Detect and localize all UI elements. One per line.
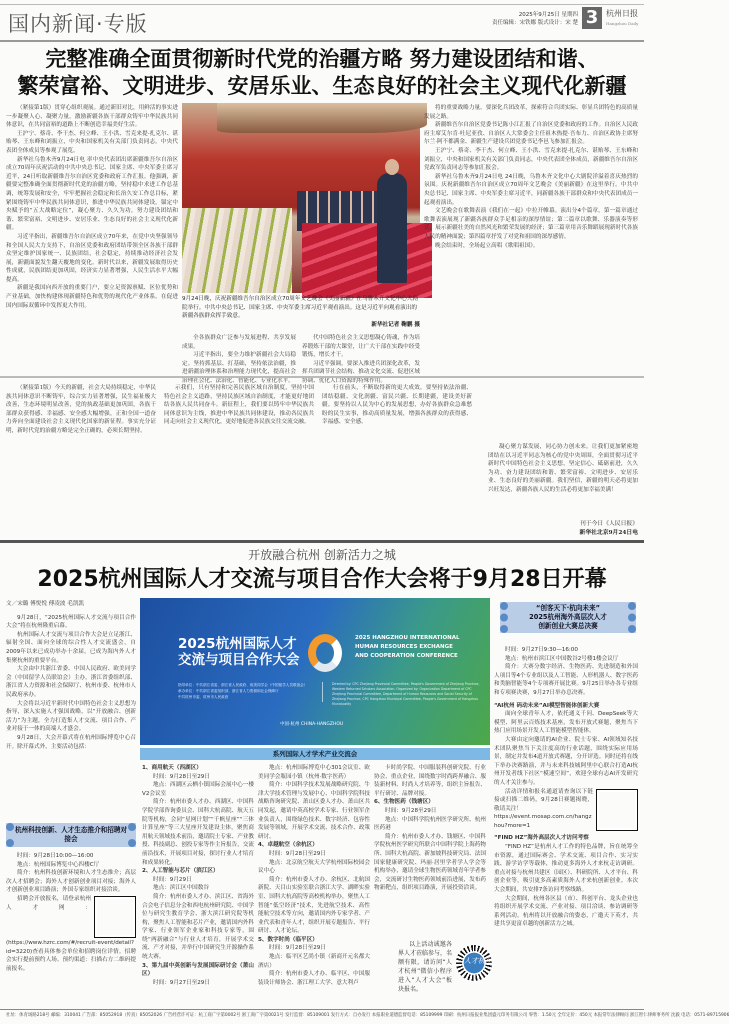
paragraph: （紧接第1版）今天的新疆，社会大局持续稳定，中华民族共同体意识不断铸牢，综合实力显著增强，民生福祉极大改善，生态环境明显改善，党的执政基础更加巩固，各族干部群众获得感、幸福感、安全感大幅增强，正和全国一道奋力奔向全面建设社会主义现代化国家的新征程。事实充分证明，新时代党的治疆方略是完全正确的，必须长期坚持。 — [6, 385, 156, 434]
mini-program-code[interactable] — [456, 945, 492, 981]
paragraph: 新疆维吾尔自治区党委书记陈小江汇报了自治区党委和政府的工作。自治区人民政府主席艾尔肯·吐尼亚孜、自治区人大常委会主任祖木热提·吾布力、自治区政协主席努尔兰·阿不都满金、新疆生产建设兵团党委书记李邑飞参加汇报会。 — [424, 122, 638, 146]
paragraph: 面向全球青年人才，依托通义千问、DeepSeek等大模型、阿里云百炼技术基座，发布开放式赛题，聚焦当下热门应用场景开发人工智能模型智能体。 — [494, 711, 638, 735]
ai-contest-title: “AI杭州 码动未来”AI模型智能体创新大赛 — [494, 702, 600, 709]
top-rule — [0, 4, 644, 5]
banner-host: 中共杭州市委、杭州市人民政府 — [178, 695, 229, 699]
location: 地点：杭州国际博览中心四楼C厅 — [17, 861, 100, 868]
event-time: 时间：9月28日至29日 — [153, 773, 210, 780]
paragraph: 新华社乌鲁木齐9月24日电 24日晚，乌鲁木齐文化中心大剧院洋溢着喜庆热烈的氛围。庆祝新疆维吾尔自治区成立70周年文艺晚会《美丽新疆》在这里举行。中共中央总书记、国家主席、中央军委主席习近平，同新疆各族干部群众和中央代表团成员一起观看演出。 — [424, 173, 638, 206]
banner-title: 交流与项目合作大会 — [178, 652, 300, 668]
registration-info: 招聘会开放报名，请登录杭州人才网：(https://www.hzrc.com/#/recruit-event/detail?id=3220)查看具体参会单位和招聘岗位详情。招聘会实行提前预约人场。预约渠道：扫描右方二维码提前报名。 — [6, 895, 136, 972]
section-divider-thick — [0, 540, 644, 543]
header-rule — [0, 40, 644, 42]
description: 简介：大赛分数字经济、生物医药、先进制造和外国人项目等4个专业组以及人工智能、人形机器人、数字医药和类脑智能等4个专项赛开展比赛。9月25日举办各专业组和专项赛决赛，9月27日举办总决赛。 — [494, 664, 638, 696]
registration-note — [398, 940, 452, 1004]
page-number: 3 — [582, 7, 602, 29]
schedule-col3 — [374, 764, 486, 936]
event-location: 地点：中国科学院杭州医学研究所、杭州医药港 — [374, 816, 486, 832]
event-title: 6、生物医药（钱塘区） — [374, 799, 434, 806]
talent-subtitle: 开放融合杭州 创新活力之城 — [248, 548, 396, 562]
conference-banner — [140, 598, 490, 745]
footer-info: 社址：体育场路218号 邮编：310041 广告部：85052918（传真）85052026 广告经营许可证：杭工商广字第0002号 浙工商广字第0021号 发行监督：85109001 发行方式：自办发行 本报职业道德监督电话：85109999 印刷：杭州日报报业集团盛元印务有限公司 零售：1.50元 全年定价：450元 本报常年法律顾问 浙江智仁律师事务所 沈毅 电话：0571-89715906 — [6, 1013, 729, 1018]
contest-title: “创客天下·杭向未来” — [536, 604, 600, 612]
event-description: 简介：杭州市委人才办、滨江区、省海外合会电子信息分会和西电杭州研究院、中国学位与研究生教育学会、浙大滨江研究院等机构，聚焦人工智能和芯片产业，邀请国内外科学家、行业领军企业家和科技专家等，围绕“两新融合”与行业人才培育，开展学术交流、产才对接，并举行中国研究生开源操作系统大赛。 — [142, 893, 254, 961]
paragraph: 活动详情和报名通道请查询以下链接或扫描二维码，9月28日赛题揭晓，敬请关注！ — [494, 788, 593, 812]
newspaper-logo — [606, 9, 638, 29]
talent-right-column — [494, 646, 638, 1006]
event-time: 时间：9月29日 — [153, 876, 192, 883]
commentary-source — [580, 520, 638, 538]
commentary-col2 — [164, 384, 314, 534]
paragraph: 代中国特色社会主义思想凝心铸魂，作为培养锻炼干部的大课堂，让广大干部在实践中经受锻炼，增长才干。 — [302, 335, 420, 359]
paragraph: 9月28日，“2025杭州国际人才交流与项目合作大会”将在杭州隆重启幕。 — [6, 614, 136, 630]
event-description: 简介：杭州市委人才办、西湖区、中国科学院学部咨询委员会、国科大杭高院、航天五院等机构，会同“星网计划”“千帆星座”“三体计算星座”等三大星座开发建设主体，聚焦商用航天领域技术前沿，邀请院士专家、产业教授、科技副总、创投专家等作主旨报告，交流前沿技术，开展项目对接，探讨行业人才培育和成果转化。 — [142, 799, 254, 866]
banner-host: 承办单位：中共浙江省委组织部、浙江省人力资源和社会保障厅 — [178, 689, 279, 693]
paragraph: 大会由中共浙江省委、中国人民政府、欧美同学会（中国留学人员联谊会）主办，浙江省委组织部、浙江省人力资源和社会保障厅、杭州市委、杭州市人民政府承办。 — [6, 666, 136, 698]
section-title: 国内新闻·专版 — [8, 12, 148, 36]
issue-meta — [492, 11, 578, 27]
source-line: 刊于今日《人民日报》 — [580, 521, 638, 527]
article-middle-column-b — [302, 334, 420, 384]
news-photo — [182, 103, 420, 293]
description: 简介：杭州科技创新环境和人才生态推介；高层次人才招聘会；海外人才创新创业项目对接；海外人才创新创业项目路演；外国专家组织对接洽谈。 — [6, 870, 136, 894]
commentary-col3 — [322, 384, 472, 534]
link[interactable]: https://event.mosap.com.cn/hangzhou?more=1 — [494, 814, 592, 829]
dateline: 新华社北京9月24日电 — [579, 530, 638, 536]
logo-text: 杭州日报 — [606, 9, 638, 18]
paragraph: 大会将以习近平新时代中国特色社会主义思想为指导，深入实施人才强国战略，以“开放融合、创新活力”为主题，全力打造集人才交流、项目合作、产业对接于一体的高端人才盛会。 — [6, 700, 136, 733]
event-time: 时间：9月28日至29日 — [269, 850, 326, 857]
article-left-column — [6, 104, 178, 370]
paragraph: 示我们，只有坚持和完善民族区域自治制度，坚持中国特色社会主义道路，坚持民族区域自治制度，才能更好地团结各族人民共同奋斗。新征程上，我们要以铸牢中华民族共同体意识为主线，推进中华民族共同体建设，推动各民族共同走向社会主义现代化，更好地促进各民族交往交流交融。 — [164, 385, 314, 426]
paragraph: 习近平指出，新疆维吾尔自治区成立70年来，在党中央坚强领导和全国人民大力支持下，自治区党委和政府团结带领全区各族干部群众坚定维护国家统一、民族团结，社会稳定，持续推动经济社会发展，新疆面貌发生翻天覆地的变化。新时代以来，新疆发展取得历史性成就，民族团结更加巩固，经济实力显著增强，人民生活水平大幅提高。 — [6, 233, 178, 283]
time: 时间：9月27日9:30—16:00 — [505, 647, 578, 653]
event-title: 4、卓越航空（余杭区） — [258, 842, 318, 849]
paragraph: 9月28日，大会开幕式将在杭州国际博览中心召开。除开幕式外，主要活动包括： — [6, 734, 136, 750]
paragraph: 习近平指出，要全力维护新疆社会大局稳定。坚持抓基层、打基础，坚持依法治疆，推进新疆治理体系和治理能力现代化，提高社会治理社会化、法治化、智能化、专业化水平。 — [182, 352, 296, 384]
schedule-header: 系列国际人才学术产业交流会 — [140, 748, 490, 760]
recruitment-details — [6, 852, 136, 1006]
event-time: 时间：9月27日至29日 — [153, 979, 210, 986]
paragraph: （紧接第1版）贯穿心组织观展。通过新旧对比，用鲜活的事实进一步凝聚人心、凝聚力量，激励新疆各族干部群众铸牢中华民族共同体意识，在共同富裕的道路上不断创造幸福美好生活。 — [6, 105, 178, 129]
commentary-col1 — [6, 384, 156, 534]
event-title: 5、数字时尚（临平区） — [258, 936, 318, 943]
find-hz-title: “FIND HZ”海外高层次人才访问考察 — [494, 835, 589, 842]
headline-line1: 完整准确全面贯彻新时代党的治疆方略 努力建设团结和谐、 — [45, 47, 599, 71]
footer-rule — [0, 1009, 644, 1010]
section-divider — [0, 376, 644, 378]
talent-intro — [6, 600, 136, 780]
contest-title: 创新创业大赛总决赛 — [538, 622, 598, 630]
time: 时间：9月28日10:00—16:00 — [17, 853, 94, 859]
event-description: 简介：杭州市委人才办、钱塘区、中国科学院杭州医学研究所联合中国科学院上海药物所、国科大杭高院、新加坡科技研究局、法国国家健康研究院、玛丽·居里学者学人学会等机构举办，邀请全球生物医药领域青年学者参会，交流研讨生物医药领域前沿进展，发布药物新靶点，组织项目路演，开展投资洽谈。 — [374, 833, 486, 892]
banner-city: 中国·杭州 CHINA·HANGZHOU — [280, 722, 344, 727]
paragraph: 凝心聚力谋发展，同心协力创未来。让我们更加紧密地团结在以习近平同志为核心的党中央周围，全面贯彻习近平新时代中国特色社会主义思想，坚定信心、砥砺前进，久久为功、奋力建设团结和谐、繁荣富裕、文明进步、安居乐业、生态良好的美丽新疆。我们坚信，新疆的明天必将更加兴旺发达，新疆各族人民的生活必将更加幸福美满！ — [488, 444, 638, 493]
paragraph: “FIND HZ”是杭州人才工作的特色品牌，旨在统筹全市资源，通过国际赛会、学术交流、项目合作、实习实践、游学访学等载体，推动更多海外人才来杭走访调研。重点对接与杭州共建区（园区）、科研院所、人才平台、科创企业等，吸引更多高素质海外人才来杭创新创业。本次大会期间，共安排7条访问考察线路。 — [494, 844, 638, 894]
event-description: 简介：杭州市委人才办、临平区、中国服装设计师协会、浙江理工大学、意大利卢 — [258, 971, 370, 986]
paragraph: 王沪宁、蔡奇、李干杰、何立峰、王小洪、雪克来提·扎克尔、谌贻琴、王东峰和刘振立，中央和国家机关有关部门负责同志，中央代表团全体成员，新疆维吾尔自治区党政军负责同志等参加汇报会。 — [424, 147, 638, 172]
mini-program-label: 人才杭州 — [464, 957, 492, 965]
event-location: 地点：北京航空航天大学杭州国际校园会议中心 — [258, 859, 370, 875]
caption-text: 9月24日晚，庆祝新疆维吾尔自治区成立70周年文艺晚会《美丽新疆》在乌鲁木齐文化中心大剧院举行。中共中央总书记、国家主席、中央军委主席习近平观看演出。这是习近平向观看演出的新疆各族群众挥手致意。 — [182, 296, 418, 319]
schedule-col2 — [258, 764, 370, 1004]
event-description: 简介：杭州市委人才办、余杭区、北航国新院、天目山实验室联合浙江大学、湖畔实验室、国科大杭高院等高校机构举办，聚焦人工智能“低空经济”技术，先进航空技术、高性能航空技术等方向，邀请国内外专家学者、产业代表和青年人才，组织开展专题报告、平行研讨、人才论坛。 — [258, 876, 370, 935]
paragraph: 大会期间，杭州各区县（市）、科创平台、龙头企业也将组织开展学术交流、产业对接、项目洽谈、参访调研等系列活动。杭州将以开放融合的姿态，广邀天下英才，共建共享更富卓越的创新活力之城。 — [494, 895, 638, 928]
paragraph: 习近平强调，要深入推进兵团深化改革，发挥兵团调节社会结构、推动文化交流、促进区域协调、优化人口资源的特殊作用。 — [302, 360, 420, 384]
banner-en: AND COOPERATION CONFERENCE — [355, 653, 458, 659]
event-location: 地点：西湖区云栖小镇国际会展中心一楼V2会议室 — [142, 782, 254, 797]
paragraph: 全各族群众广泛参与发展进程、共享发展成果。 — [182, 335, 296, 350]
logo-en: Hangzhou Daily — [606, 21, 639, 26]
event-title: 1、商用航天（西湖区） — [142, 765, 202, 771]
paragraph: 王沪宁、蔡奇、李干杰、何立峰、王小洪、雪克来提·扎克尔、谌贻琴、王东峰和刘振立，中央和国家机关有关部门负责同志，中央代表团全体成员等参观了展览。 — [6, 130, 178, 154]
event-description: 卡时尚学院、中国服装科创研究院、行业协会、重点企业，围绕数字时尚跨界融合、服装新材料、时尚人才培养等，组织主旨报告、平行研讨、品牌对接。 — [374, 765, 486, 797]
event-location: 地点：杭州国际博览中心301会议室、欧美同学会瓶园小镇（杭州·数字医药） — [258, 765, 370, 780]
banner-title: 2025杭州国际人才 — [178, 636, 297, 652]
photo-caption — [182, 295, 420, 329]
banner-en: HUMAN RESOURCES EXCHANGE — [355, 644, 453, 650]
article-middle-column-a — [182, 334, 296, 384]
contest-box-title — [500, 602, 636, 633]
paragraph: 新疆是我国向西开放的重要门户，要立足资源禀赋、区位优势和产业基础，加快构建体现新疆特色和优势的现代化产业体系，在促进国内国际双循环中发挥更大作用。 — [6, 285, 178, 309]
paragraph: 以上活动诚邀各界人才莅临参与，名额有限，请访问“人才杭州”微信小程序进入“人才大会”板块报名。 — [398, 941, 453, 993]
headline-line2: 繁荣富裕、文明进步、安居乐业、生态良好的社会主义现代化新疆 — [17, 74, 627, 98]
issue-date: 2025年9月25日 星期四 — [518, 12, 578, 18]
paragraph: 大赛由定向邀请的AI企业、院士专家、AI领域知名技术团队聚焦当下关注度高的行业话题，围绕实际应用场景，制定并发布4道开放式赛题，分开评选。同时还将在线下举办决赛路演，并与未来科技城阿里中心联合打造AI杭州开发者线下社区“模速空间”，欢迎全球有志AI开发研究的人才关注参与。 — [494, 736, 638, 786]
conference-logo-icon — [308, 634, 342, 672]
event-title: 2、人工智能与芯片（滨江区） — [142, 868, 219, 875]
event-time: 时间：9月28日至29日 — [269, 945, 326, 952]
paragraph: 行在前头，不断取得新的更大成效。要坚持依法治疆、团结稳疆、文化润疆、富民兴疆、长期建疆，建设美好新疆。要坚持以人民为中心的发展思想，办好各族群众急难愁盼的民生实事，推动高质量发展，增强各族群众的获得感、幸福感、安全感。 — [322, 385, 472, 426]
banner-host: 指导单位：中共浙江省委、浙江省人民政府、欧美同学会（中国留学人员联谊会） — [178, 683, 308, 687]
recruitment-box-title: 杭州科技创新、人才生态推介和招聘对接会 — [6, 823, 136, 847]
caption-credit: 新华社记者 鞠鹏 摄 — [371, 321, 420, 328]
paragraph: 将的重要战略力量。要深化兵团改革，探索符合兵团实际、彰显兵团特色的高质量发展之路。 — [424, 105, 638, 120]
editors: 责任编辑：宋铁娜 版式设计：宋 楚 — [492, 20, 578, 26]
location: 地点：杭州市滨江区中国数谷2号楼1楼会议厅 — [505, 655, 619, 662]
qr-code-ai-contest[interactable] — [597, 790, 637, 830]
byline: 文／宋璐 傅悦悦 傅凌波 毛凯凯 — [6, 601, 85, 607]
paragraph: 新华社乌鲁木齐9月24日电 率中央代表团出席新疆维吾尔自治区成立70周年庆祝活动的中共中央总书记、国家主席、中央军委主席习近平，24日听取新疆维吾尔自治区党委和政府工作汇报。他强调，新疆要完整准确全面贯彻新时代党的治疆方略，坚持稳中求进工作总基调，统筹发展和安全，牢牢把握社会稳定和长治久安工作总目标，紧紧围绕铸牢中华民族共同体意识，推进中华民族共同体建设，锚定中央赋予的“五大战略定位”，凝心聚力、久久为功，努力建设团结和谐、繁荣富裕、文明进步、安居乐业、生态良好的社会主义现代化新疆。 — [6, 156, 178, 232]
event-time: 时间：9月28至29日 — [385, 807, 437, 814]
banner-en: 2025 HANGZHOU INTERNATIONAL — [355, 635, 460, 641]
qr-code-recruitment[interactable] — [95, 897, 135, 937]
event-location: 地点：滨江区中国数谷 — [153, 885, 209, 892]
talent-headline: 2025杭州国际人才交流与项目合作大会将于9月28日开幕 — [37, 567, 607, 592]
event-location: 地点：临平区艺尚小镇（新商开元名都大酒店） — [258, 954, 370, 969]
banner-host-en: Directed by: CPC Zhejiang Provincial Committee, People's Government of Zhejiang Province, Western Returned Scholars Association. Organized by: Organization Department of CPC Zhejiang Provincial Committee, Department of Human Resources and Social Security of Zhejiang Province, CPC Hangzhou Municipal Committee, People's Government of Hangzhou Municipality — [332, 682, 480, 706]
contest-title: 2025杭州海外高层次人才 — [529, 613, 607, 621]
paragraph: 晚会结束时，全场起立高唱《歌唱祖国》。 — [435, 242, 539, 249]
event-description: 简介：中国科学技术发展战略研究院、牛津大学技术管理与发展中心、中国科学院科技战略咨询研究院、萧山区委人才办、萧山区共同发起，邀请中英高校学术专家、行业领军企业负责人，围绕绿色技术、数字经济、包容性发展等领域，开展学术交流、技术合作、政策研讨。 — [258, 782, 370, 840]
event-title: 3、第九届中英创新与发展国际研讨会（萧山区） — [142, 962, 254, 978]
paragraph: 杭州国际人才交流与项目合作大会是立足浙江、辐射全国、面向全球的综合性人才交流盛会，自2009年以来已成功举办十余届，已成为海内外人才集聚杭州的重要平台。 — [6, 631, 136, 664]
article-right-column — [424, 104, 638, 370]
commentary-col4 — [488, 443, 638, 517]
schedule-col1 — [142, 764, 254, 1004]
paragraph: 文艺晚会在歌舞表演《我们在一起》中拉开帷幕。演出分4个篇章。第一篇章通过歌舞表演展现了新疆各族群众手足相亲的深厚情谊；第二篇章以歌舞、乐器演奏等形式，展示新疆壮美的自然风光和繁荣发展的经济；第三篇章用音乐舞蹈展现新时代各族人民的精神面貌；第四篇章抒发了对党和祖国的深厚感情。 — [424, 208, 638, 240]
